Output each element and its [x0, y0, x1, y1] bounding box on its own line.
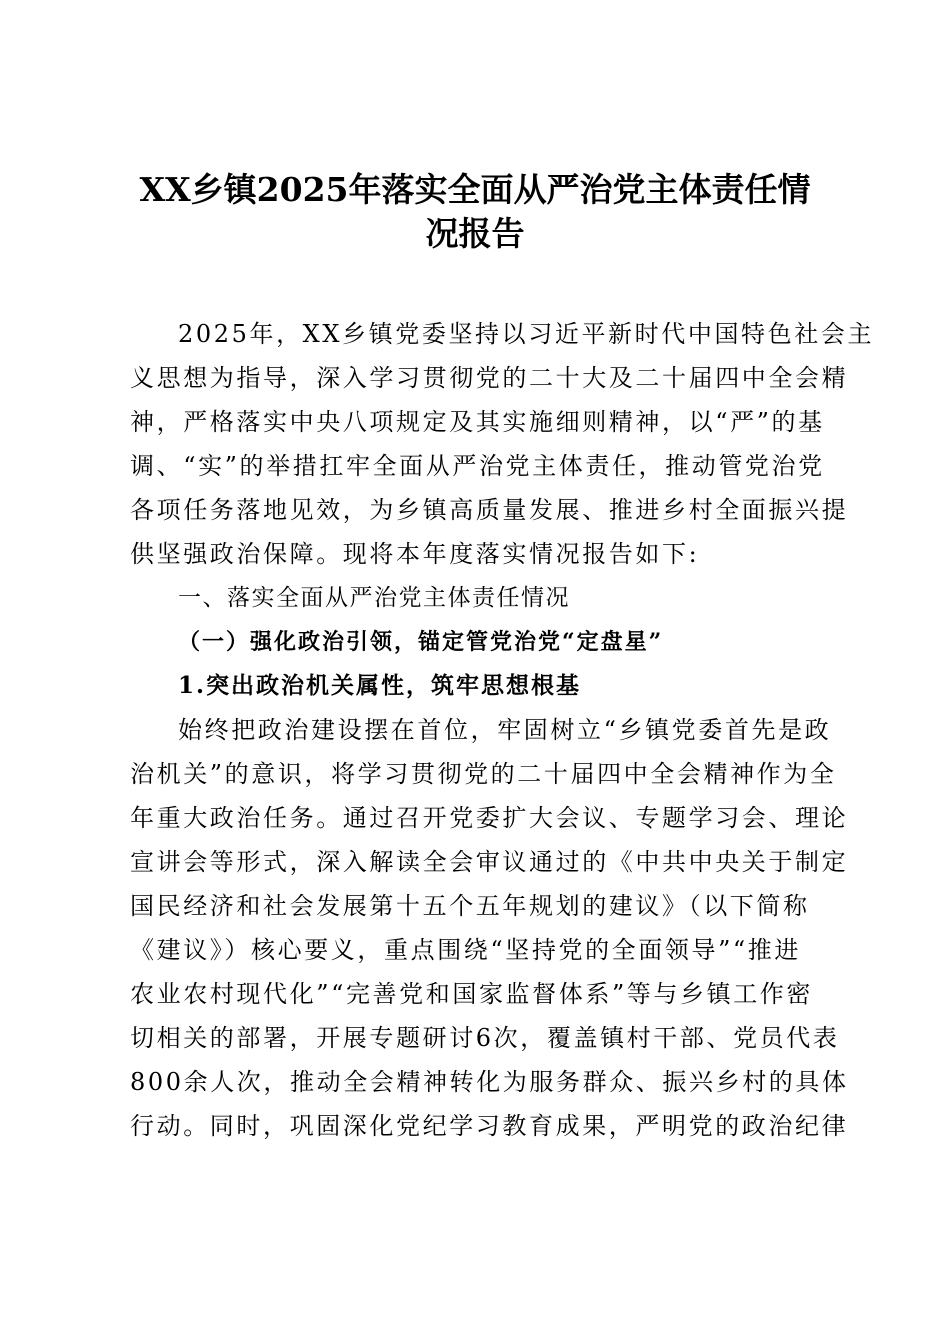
title-line-1: XX乡镇2025年落实全面从严治党主体责任情	[139, 170, 811, 209]
document-body	[130, 312, 875, 1148]
section-heading-3: 1.突出政治机关属性，筑牢思想根基	[178, 672, 582, 699]
paragraph-line: 始终把政治建设摆在首位，牢固树立“乡镇党委首先是政	[178, 716, 832, 744]
section-heading-2: （一）强化政治引领，锚定管党治党“定盘星”	[178, 629, 664, 655]
paragraph-line: 治机关”的意识，将学习贯彻党的二十届四中全会精神作为全	[130, 760, 837, 788]
paragraph-line: 800余人次，推动全会精神转化为服务群众、振兴乡村的具体	[130, 1068, 849, 1096]
section-heading-1: 一、落实全面从严治党主体责任情况	[178, 585, 570, 611]
paragraph-line: 供坚强政治保障。现将本年度落实情况报告如下:	[130, 540, 700, 568]
paragraph-line: 调、“实”的举措扛牢全面从严治党主体责任，推动管党治党	[130, 452, 825, 480]
title-line-2: 况报告	[425, 214, 525, 253]
paragraph-line: 《建议》）核心要义，重点围绕“坚持党的全面领导”“推进	[130, 936, 802, 964]
paragraph-line: 农业农村现代化”“完善党和国家监督体系”等与乡镇工作密	[130, 980, 814, 1008]
paragraph-line: 切相关的部署，开展专题研讨6次，覆盖镇村干部、党员代表	[130, 1024, 840, 1052]
document-title	[110, 168, 840, 256]
paragraph-line: 国民经济和社会发展第十五个五年规划的建议》（以下简称	[130, 892, 810, 920]
paragraph-line: 义思想为指导，深入学习贯彻党的二十大及二十届四中全会精	[130, 364, 849, 392]
paragraph-line: 各项任务落地见效，为乡镇高质量发展、推进乡村全面振兴提	[130, 496, 849, 524]
paragraph-line: 宣讲会等形式，深入解读全会审议通过的《中共中央关于制定	[130, 848, 849, 876]
paragraph-line: 行动。同时，巩固深化党纪学习教育成果，严明党的政治纪律	[130, 1112, 849, 1140]
paragraph-line: 年重大政治任务。通过召开党委扩大会议、专题学习会、理论	[130, 804, 849, 832]
paragraph-line: 2025年，XX乡镇党委坚持以习近平新时代中国特色社会主	[178, 320, 875, 348]
paragraph-line: 神，严格落实中央八项规定及其实施细则精神，以“严”的基	[130, 408, 825, 436]
